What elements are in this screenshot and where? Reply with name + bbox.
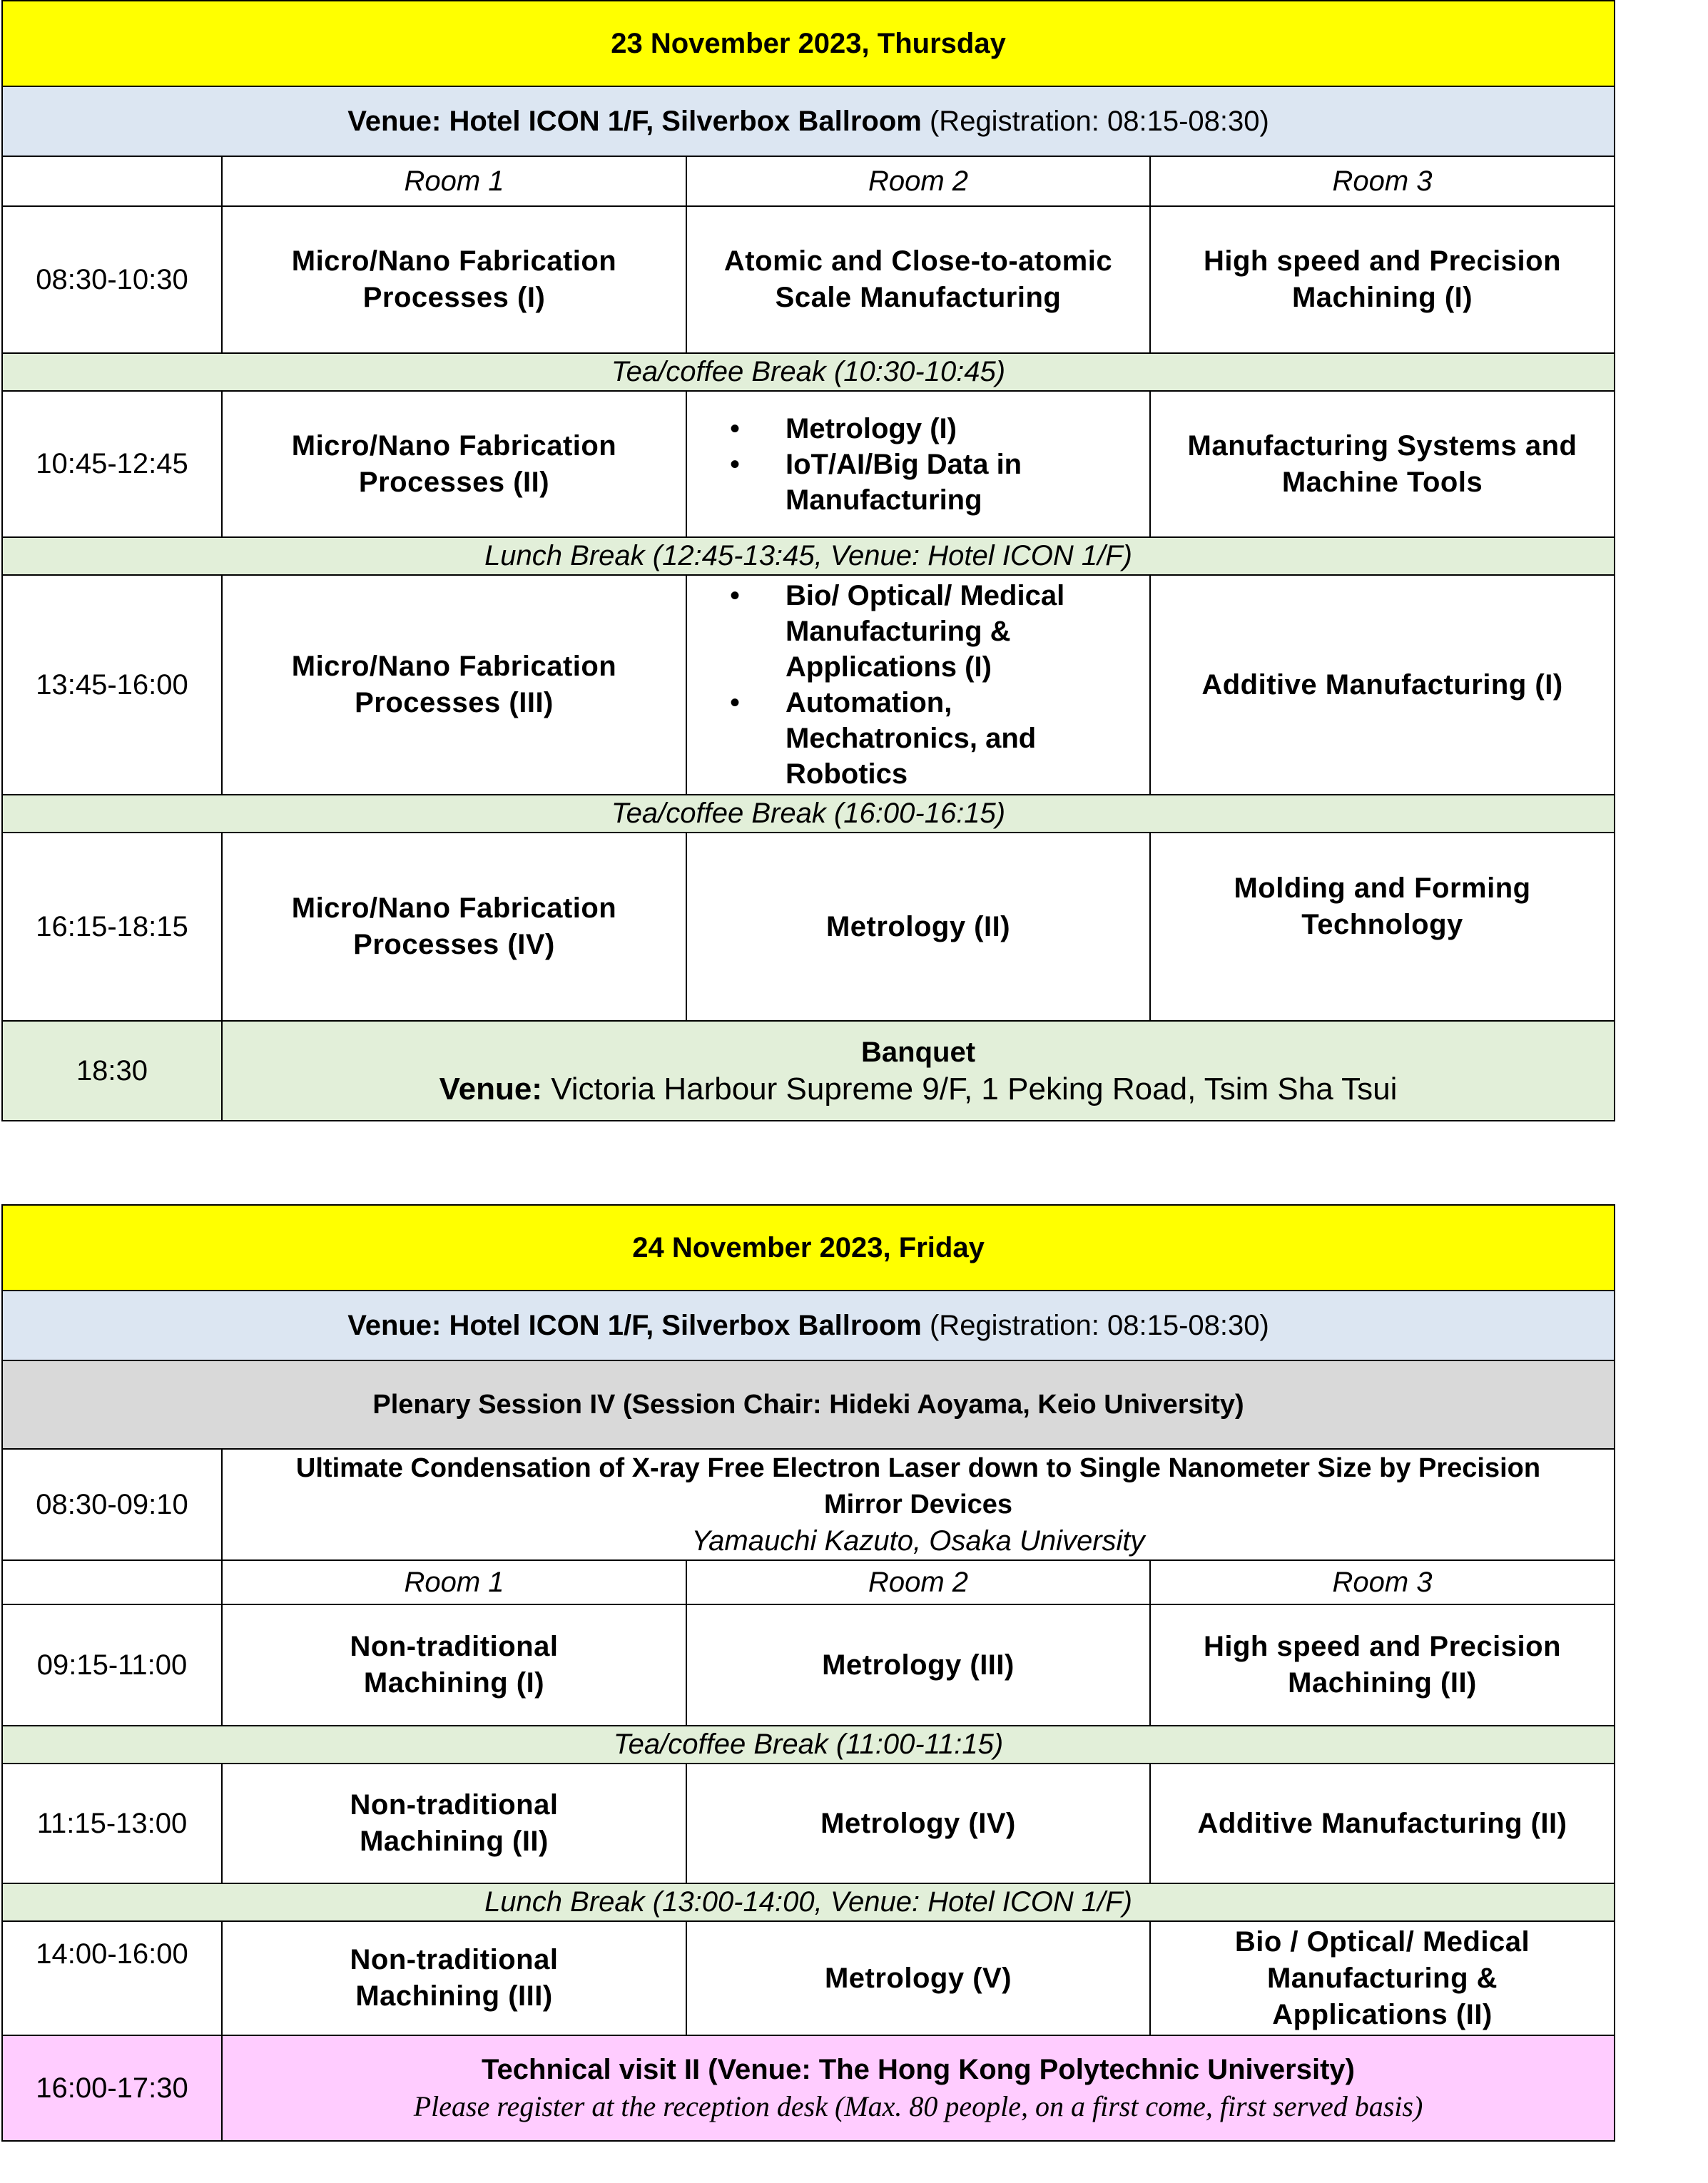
day1-room1-header: Room 1 [222,156,686,206]
day2-slot2-room1: Non-traditional Machining (II) [222,1764,686,1883]
day1-slot3-room2-list [694,578,1142,792]
day1-date-row [2,1,1615,86]
day1-slot4-room2: Metrology (II) [686,833,1150,1021]
day2-visit [222,2035,1615,2141]
day1-break2: Lunch Break (12:45-13:45, Venue: Hotel ICON 1/F) [2,537,1615,575]
day2-slot3-room3: Bio / Optical/ Medical Manufacturing & Applications (II) [1150,1921,1615,2035]
day2-break1: Tea/coffee Break (11:00-11:15) [2,1726,1615,1764]
day2-slot1-room1: Non-traditional Machining (I) [222,1604,686,1726]
day1-slot4-room3: Molding and Forming Technology [1150,833,1615,1021]
day1-banquet-title: Banquet [861,1037,976,1068]
day2-visit-title: Technical visit II (Venue: The Hong Kong Polytechnic University) [482,2054,1355,2085]
schedule-table-day1 [1,0,1615,1121]
day1-banquet-venue-text: Victoria Harbour Supreme 9/F, 1 Peking Road, Tsim Sha Tsui [551,1072,1398,1106]
day1-room2-header: Room 2 [686,156,1150,206]
day1-slot3-row [2,575,1615,795]
day1-slot2-room1: Micro/Nano Fabrication Processes (II) [222,391,686,537]
day2-break1-row [2,1726,1615,1764]
day2-plenary: Plenary Session IV (Session Chair: Hideki Aoyama, Keio University) [2,1360,1615,1449]
day2-keynote-time: 08:30-09:10 [2,1449,222,1560]
day1-slot1-time: 08:30-10:30 [2,206,222,353]
day2-slot3-room1: Non-traditional Machining (III) [222,1921,686,2035]
day1-date: 23 November 2023, Thursday [2,1,1615,86]
day1-banquet-time: 18:30 [2,1021,222,1121]
day1-break3-row [2,795,1615,833]
list-item: • Automation, Mechatronics, and Robotics [694,685,1142,792]
list-item: • IoT/AI/Big Data in Manufacturing [694,447,1142,518]
day1-room3-header: Room 3 [1150,156,1615,206]
day2-slot1-room3: High speed and Precision Machining (II) [1150,1604,1615,1726]
day1-slot2-time: 10:45-12:45 [2,391,222,537]
day2-venue-row [2,1291,1615,1360]
day1-rooms-blank [2,156,222,206]
day2-keynote-title: Ultimate Condensation of X-ray Free Electron Laser down to Single Nanometer Size by Precision Mirror Devices [295,1452,1541,1520]
day1-break2-row [2,537,1615,575]
day1-venue [2,86,1615,156]
day1-slot1-room1: Micro/Nano Fabrication Processes (I) [222,206,686,353]
day2-break2: Lunch Break (13:00-14:00, Venue: Hotel ICON 1/F) [2,1883,1615,1921]
day1-slot4-room1: Micro/Nano Fabrication Processes (IV) [222,833,686,1021]
day1-break3: Tea/coffee Break (16:00-16:15) [2,795,1615,833]
day1-banquet-venue [230,1071,1607,1107]
day1-break1-row [2,353,1615,391]
day1-registration: (Registration: 08:15-08:30) [929,105,1269,137]
day2-date: 24 November 2023, Friday [2,1205,1615,1291]
day1-banquet [222,1021,1615,1121]
day1-venue-row [2,86,1615,156]
day2-visit-time: 16:00-17:30 [2,2035,222,2141]
day2-room2-header: Room 2 [686,1560,1150,1604]
day1-slot3-room1: Micro/Nano Fabrication Processes (III) [222,575,686,795]
day2-rooms-blank [2,1560,222,1604]
day2-venue-label: Venue: Hotel ICON 1/F, Silverbox Ballroom [347,1309,922,1341]
day2-slot1-room2: Metrology (III) [686,1604,1150,1726]
day2-slot1-row [2,1604,1615,1726]
day1-slot4-row [2,833,1615,1021]
day2-registration: (Registration: 08:15-08:30) [929,1309,1269,1341]
day1-slot4-time: 16:15-18:15 [2,833,222,1021]
day2-date-row [2,1205,1615,1291]
day2-venue [2,1291,1615,1360]
day1-slot3-room2 [686,575,1150,795]
day1-rooms-row [2,156,1615,206]
day2-visit-note: Please register at the reception desk (Max. 80 people, on a first come, first served basis) [413,2090,1423,2122]
day1-slot2-row [2,391,1615,537]
day1-break1: Tea/coffee Break (10:30-10:45) [2,353,1615,391]
day1-slot1-room3: High speed and Precision Machining (I) [1150,206,1615,353]
day2-slot2-row [2,1764,1615,1883]
day2-slot2-room3: Additive Manufacturing (II) [1150,1764,1615,1883]
day2-slot3-time: 14:00-16:00 [2,1921,222,2035]
day2-slot2-time: 11:15-13:00 [2,1764,222,1883]
day2-room1-header: Room 1 [222,1560,686,1604]
day1-venue-label: Venue: Hotel ICON 1/F, Silverbox Ballroom [347,105,922,137]
day1-slot1-row [2,206,1615,353]
day1-slot2-room3: Manufacturing Systems and Machine Tools [1150,391,1615,537]
list-item: • Metrology (I) [694,411,1142,447]
day1-slot2-room2-list [694,411,1142,518]
day2-slot3-room2: Metrology (V) [686,1921,1150,2035]
list-item: • Bio/ Optical/ Medical Manufacturing & Applications (I) [694,578,1142,685]
day2-plenary-row [2,1360,1615,1449]
schedule-table-day2 [1,1204,1615,2142]
day1-banquet-row [2,1021,1615,1121]
day2-slot3-row [2,1921,1615,2035]
day2-slot1-time: 09:15-11:00 [2,1604,222,1726]
day2-slot2-room2: Metrology (IV) [686,1764,1150,1883]
day2-keynote [222,1449,1615,1560]
day1-slot3-room3: Additive Manufacturing (I) [1150,575,1615,795]
day1-slot2-room2 [686,391,1150,537]
day2-keynote-row [2,1449,1615,1560]
day2-rooms-row [2,1560,1615,1604]
day2-keynote-speaker: Yamauchi Kazuto, Osaka University [691,1525,1145,1557]
day2-visit-row [2,2035,1615,2141]
day1-banquet-venue-label: Venue: [439,1072,542,1106]
day1-slot3-time: 13:45-16:00 [2,575,222,795]
day1-slot1-room2: Atomic and Close-to-atomic Scale Manufacturing [686,206,1150,353]
day2-break2-row [2,1883,1615,1921]
day2-room3-header: Room 3 [1150,1560,1615,1604]
